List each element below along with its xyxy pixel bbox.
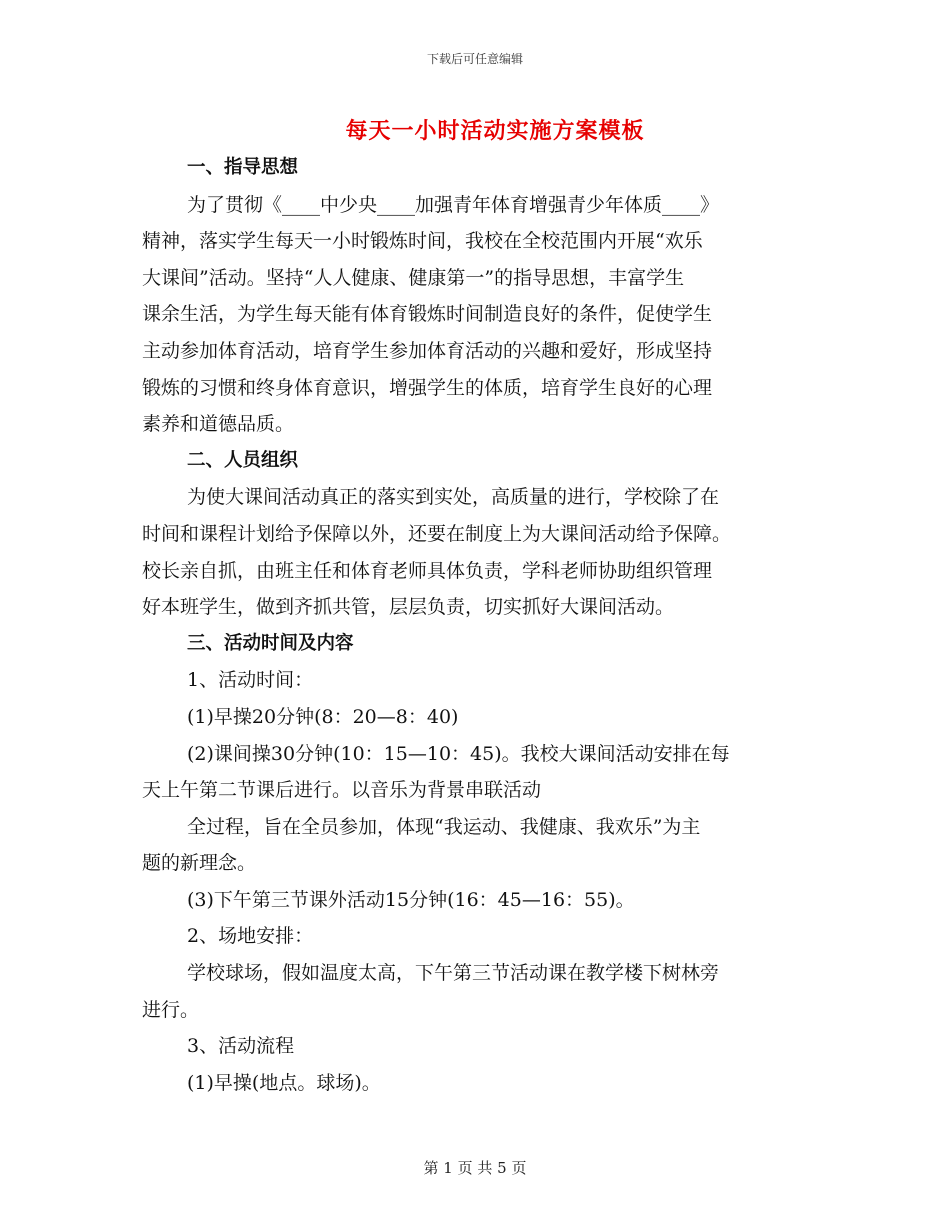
paragraph-line: 学校球场，假如温度太高，下午第三节活动课在教学楼下树林旁 bbox=[187, 962, 720, 985]
section-heading: 二、人员组织 bbox=[187, 449, 299, 471]
paragraph-line: 2、场地安排： bbox=[187, 925, 314, 948]
paragraph-line: 为使大课间活动真正的落实到实处，高质量的进行，学校除了在 bbox=[187, 486, 720, 509]
paragraph-line: 校长亲自抓，由班主任和体育老师具体负责，学科老师协助组织管理 bbox=[142, 559, 713, 582]
page-header-note: 下载后可任意编辑 bbox=[426, 52, 523, 66]
paragraph-line: 大课间”活动。坚持“人人健康、健康第一”的指导思想，丰富学生 bbox=[142, 266, 685, 289]
paragraph-line: 3、活动流程 bbox=[187, 1035, 295, 1058]
document-body bbox=[142, 150, 807, 1101]
paragraph-line: 主动参加体育活动，培育学生参加体育活动的兴趣和爱好，形成坚持 bbox=[142, 339, 713, 362]
paragraph-line: 时间和课程计划给予保障以外，还要在制度上为大课间活动给予保障。 bbox=[142, 522, 732, 545]
page-footer-note: 第 1 页 共 5 页 bbox=[423, 1159, 527, 1177]
paragraph-line: 为了贯彻《____中少央____加强青年体育增强青少年体质____》 bbox=[187, 193, 720, 216]
section-heading: 一、指导思想 bbox=[187, 157, 299, 178]
paragraph-line: 题的新理念。 bbox=[142, 852, 257, 875]
section-heading: 三、活动时间及内容 bbox=[187, 632, 354, 654]
paragraph-line: (1)早操(地点。球场)。 bbox=[187, 1071, 381, 1094]
paragraph-line: 素养和道德品质。 bbox=[142, 413, 295, 436]
paragraph-line: (3)下午第三节课外活动15分钟(16：45—16：55)。 bbox=[187, 888, 635, 911]
paragraph-line: (2)课间操30分钟(10：15—10：45)。我校大课间活动安排在每 bbox=[187, 742, 730, 765]
paragraph-line: 全过程，旨在全员参加，体现“我运动、我健康、我欢乐”为主 bbox=[187, 815, 701, 838]
paragraph-line: 进行。 bbox=[142, 998, 200, 1021]
document-title: 每天一小时活动实施方案模板 bbox=[345, 118, 645, 144]
paragraph-line: (1)早操20分钟(8：20—8：40) bbox=[187, 705, 459, 728]
paragraph-line: 锻炼的习惯和终身体育意识，增强学生的体质，培育学生良好的心理 bbox=[142, 376, 713, 399]
paragraph-line: 好本班学生，做到齐抓共管，层层负责，切实抓好大课间活动。 bbox=[142, 596, 675, 619]
paragraph-line: 精神，落实学生每天一小时锻炼时间，我校在全校范围内开展“欢乐 bbox=[142, 230, 703, 253]
paragraph-line: 1、活动时间： bbox=[187, 669, 314, 692]
paragraph-line: 天上午第二节课后进行。以音乐为背景串联活动 bbox=[142, 779, 542, 802]
paragraph-line: 课余生活，为学生每天能有体育锻炼时间制造良好的条件，促使学生 bbox=[142, 303, 713, 326]
